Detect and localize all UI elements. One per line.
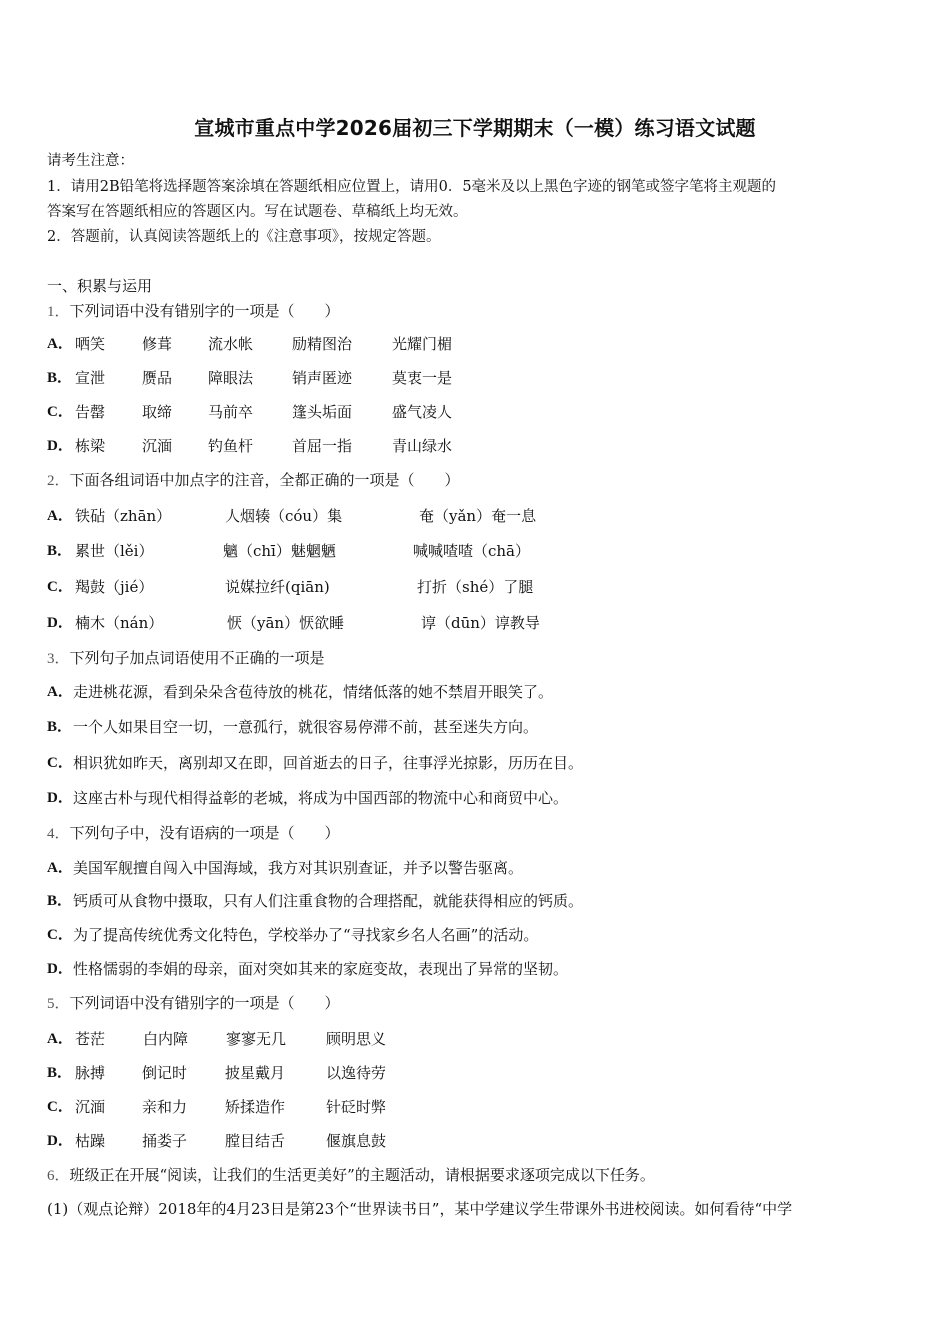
section-heading: 一、积累与运用 [47,277,153,295]
option-word: 亲和力 [142,1098,188,1116]
option-word: 障眼法 [208,369,254,387]
question-1-stem [47,301,340,322]
option-word: 寥寥无几 [226,1030,287,1048]
option-word: 谆（dūn）谆教导 [421,614,540,632]
option-word: 马前卒 [208,403,254,421]
option-label: B． [47,1065,73,1081]
question-5-stem [47,993,340,1014]
question-number: 5． [47,996,70,1012]
question-number: 2． [47,473,70,489]
option-label: C． [47,927,73,943]
option-text: 这座古朴与现代相得益彰的老城，将成为中国西部的物流中心和商贸中心。 [73,789,569,807]
option-word: 魑（chī）魅魍魉 [223,542,336,560]
option-word: 枯躁 [75,1132,106,1150]
question-number: 3． [47,651,70,667]
notice-item: 1．请用2B铅笔将选择题答案涂填在答题纸相应位置上，请用0．5毫米及以上黑色字迹的钢笔或签字笔将主观题的 [47,179,777,195]
option-label: B． [47,370,73,386]
option-word: 打折（shé）了腿 [417,578,534,596]
question-text: 班级正在开展“阅读，让我们的生活更美好”的主题活动，请根据要求逐项完成以下任务。 [69,1166,655,1184]
option-text: 钙质可从食物中摄取，只有人们注重食物的合理搭配，就能获得相应的钙质。 [73,892,584,910]
option-word: 修葺 [142,335,173,353]
notice-item: 答案写在答题纸相应的答题区内。写在试题卷、草稿纸上均无效。 [47,204,468,220]
option-word: 羯鼓（jié） [75,578,154,596]
option-word: 励精图治 [292,335,353,353]
option-word: 倒记时 [142,1064,188,1082]
option-label: B． [47,893,73,909]
option-word: 篷头垢面 [292,403,353,421]
option-word: 光耀门楣 [392,335,453,353]
question-3-stem [47,648,325,669]
option-label: D． [47,961,73,977]
option-word: 披星戴月 [225,1064,286,1082]
option-word: 顾明思义 [326,1030,387,1048]
option-label: A． [47,1031,73,1047]
option-text: 走进桃花源，看到朵朵含苞待放的桃花，情绪低落的她不禁眉开眼笑了。 [73,683,554,701]
option-word: 白内障 [143,1030,189,1048]
option-text: 美国军舰擅自闯入中国海域，我方对其识别查证，并予以警告驱离。 [73,859,524,877]
option-text: 为了提高传统优秀文化特色，学校举办了“寻找家乡名人名画”的活动。 [73,926,539,944]
option-word: 恹（yān）恹欲睡 [227,614,345,632]
page-title: 宣城市重点中学2026届初三下学期期末（一模）练习语文试题 [194,116,756,140]
option-word: 盛气凌人 [392,403,453,421]
question-number: 4． [47,826,70,842]
option-label: C． [47,404,73,420]
question-6-sub-1: (1)（观点论辩）2018年的4月23日是第23个“世界读书日”，某中学建议学生带课外书进校阅读。如何看待“中学 [47,1200,793,1218]
option-word: 累世（lěi） [75,542,154,560]
option-word: 首屈一指 [292,437,353,455]
option-word: 针砭时弊 [326,1098,387,1116]
option-word: 钓鱼杆 [208,437,254,455]
notice-heading: 请考生注意： [47,153,134,169]
question-4-stem [47,823,340,844]
option-word: 取缔 [142,403,173,421]
question-text: 下列词语中没有错别字的一项是（ ） [69,302,340,320]
option-word: 沉湎 [142,437,173,455]
option-word: 脉搏 [75,1064,106,1082]
option-label: A． [47,336,73,352]
option-label: A． [47,860,73,876]
option-word: 赝品 [142,369,173,387]
option-label: D． [47,790,73,806]
option-word: 哂笑 [75,335,106,353]
option-word: 沉湎 [75,1098,106,1116]
question-text: 下列词语中没有错别字的一项是（ ） [69,994,340,1012]
option-label: C． [47,755,73,771]
option-word: 青山绿水 [392,437,453,455]
option-text: 相识犹如昨天，离别却又在即，回首逝去的日子，往事浮光掠影，历历在目。 [73,754,584,772]
option-label: C． [47,579,73,595]
question-number: 6． [47,1168,70,1184]
question-text: 下面各组词语中加点字的注音，全都正确的一项是（ ） [69,471,460,489]
option-word: 以逸待劳 [326,1064,387,1082]
question-text: 下列句子中，没有语病的一项是（ ） [69,824,340,842]
option-word: 偃旗息鼓 [326,1132,387,1150]
question-text: 下列句子加点词语使用不正确的一项是 [69,649,325,667]
option-label: D． [47,615,73,631]
option-label: B． [47,719,73,735]
question-2-stem [47,470,460,491]
option-text: 性格懦弱的李娟的母亲，面对突如其来的家庭变故，表现出了异常的坚韧。 [73,960,569,978]
option-word: 栋梁 [75,437,106,455]
option-word: 销声匿迹 [292,369,353,387]
option-text: 一个人如果目空一切，一意孤行，就很容易停滞不前，甚至迷失方向。 [73,718,539,736]
option-word: 捅娄子 [142,1132,188,1150]
notice-item: 2．答题前，认真阅读答题纸上的《注意事项》，按规定答题。 [47,229,441,245]
option-word: 人烟辏（cóu）集 [225,507,343,525]
option-word: 矫揉造作 [225,1098,286,1116]
option-word: 奄（yǎn）奄一息 [419,507,537,525]
option-word: 膛目结舌 [225,1132,286,1150]
option-label: C． [47,1099,73,1115]
option-word: 莫衷一是 [392,369,453,387]
question-number: 1． [47,304,70,320]
option-word: 苍茫 [75,1030,106,1048]
option-word: 说媒拉纤(qiān) [225,578,330,596]
question-6-stem [47,1165,655,1186]
option-label: D． [47,438,73,454]
option-word: 铁砧（zhān） [75,507,172,525]
option-word: 喊喊喳喳（chā） [413,542,531,560]
option-label: A． [47,508,73,524]
option-word: 流水帐 [208,335,254,353]
option-label: D． [47,1133,73,1149]
option-label: A． [47,684,73,700]
option-label: B． [47,543,73,559]
option-word: 楠木（nán） [75,614,164,632]
option-word: 告罄 [75,403,106,421]
option-word: 宣泄 [75,369,106,387]
